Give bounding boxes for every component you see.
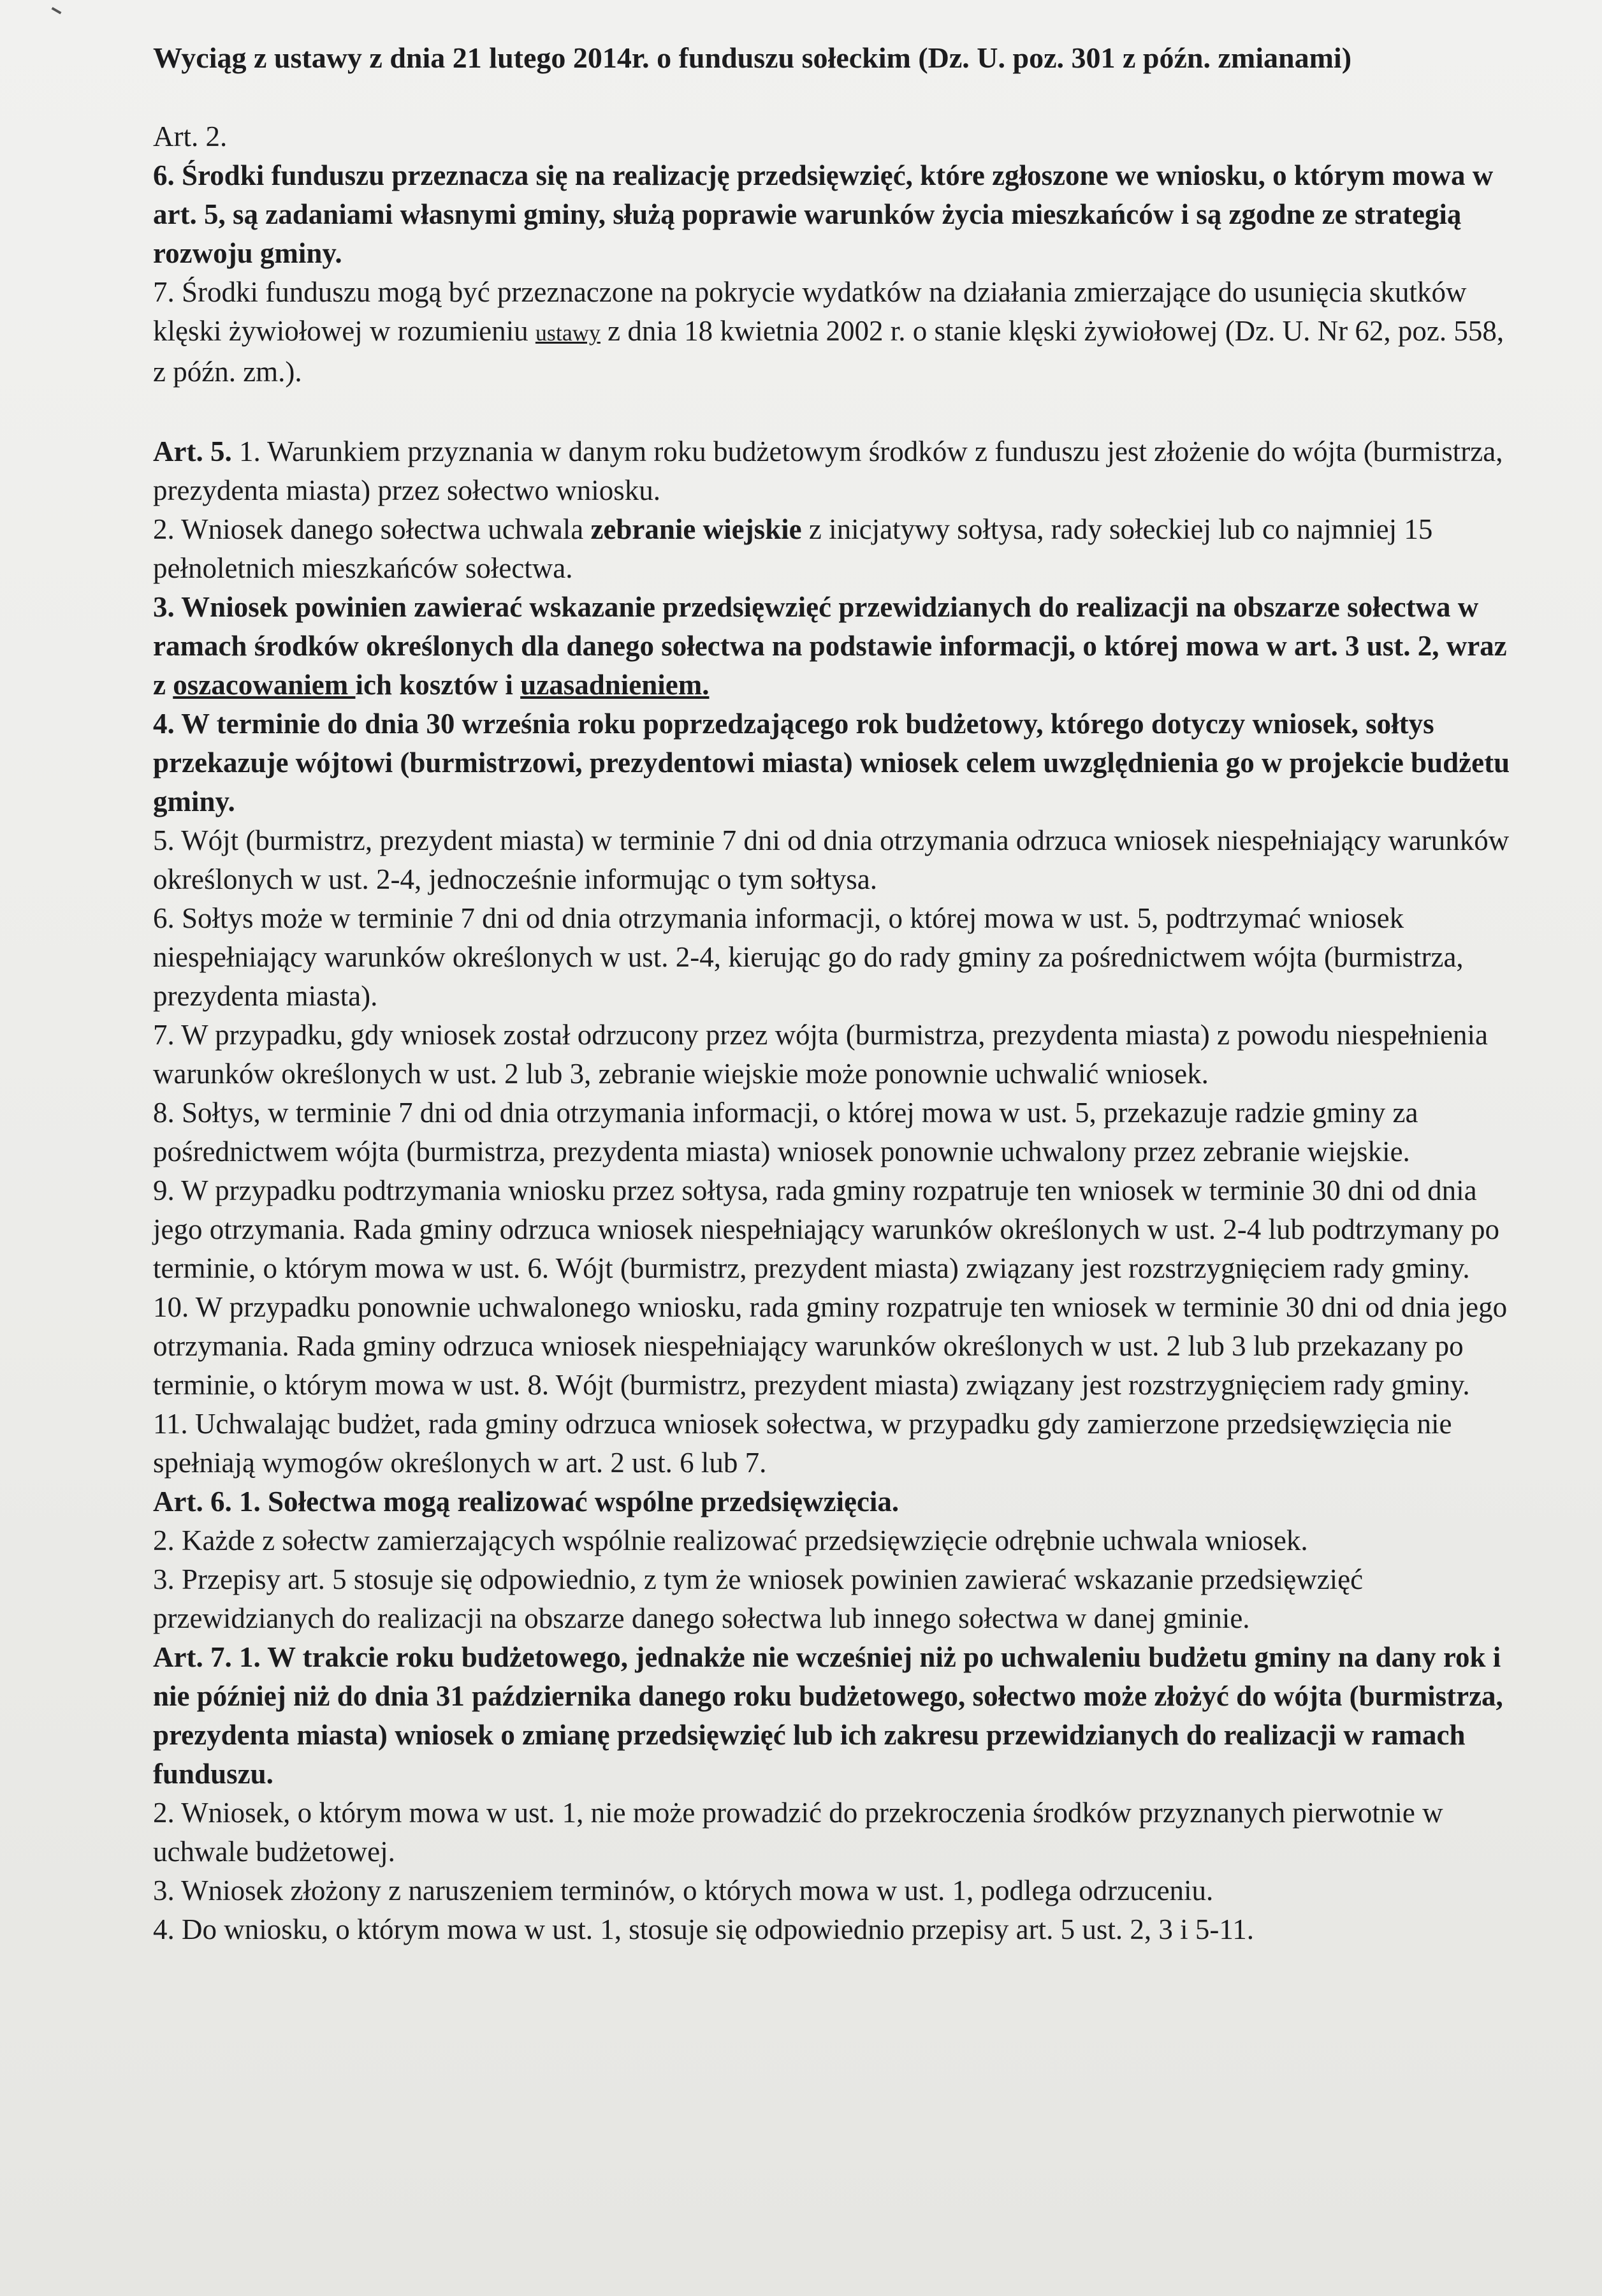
art7-para-4: 4. Do wniosku, o którym mowa w ust. 1, stosuje się odpowiednio przepisy art. 5 ust. 2, 3 i 5-11. [153, 1913, 1254, 1945]
art5-para-5: 5. Wójt (burmistrz, prezydent miasta) w terminie 7 dni od dnia otrzymania odrzuca wniosek niespełniający warunków określonych w ust. 2-4, jednocześnie informując o tym sołtysa. [153, 824, 1510, 895]
art5-heading: Art. 5. [153, 435, 232, 467]
art5-para-2-text-b: z inicjatywy sołtysa, rady sołeckiej lub co najmniej 15 pełnoletnich mieszkańców sołectwa. [153, 513, 1433, 584]
pen-mark [48, 7, 62, 20]
art5-para-3-text-a: 3. Wniosek powinien zawierać wskazanie przedsięwzięć przewidzianych do realizacji na obszarze sołectwa w ramach środków określonych dla danego sołectwa na podstawie informacji, o której mowa w art. 3 ust. 2, wraz z [153, 591, 1507, 701]
art5-para-2-bold: zebranie wiejskie [590, 513, 802, 545]
art6-para-1: Art. 6. 1. Sołectwa mogą realizować wspólne przedsięwzięcia. [153, 1486, 899, 1517]
art7-para-3: 3. Wniosek złożony z naruszeniem terminów, o których mowa w ust. 1, podlega odrzuceniu. [153, 1875, 1214, 1906]
art6-para-2: 2. Każde z sołectw zamierzających wspólnie realizować przedsięwzięcie odrębnie uchwala wniosek. [153, 1525, 1308, 1556]
art7-para-2: 2. Wniosek, o którym mowa w ust. 1, nie może prowadzić do przekroczenia środków przyznanych pierwotnie w uchwale budżetowej. [153, 1797, 1443, 1868]
art6-para-3: 3. Przepisy art. 5 stosuje się odpowiednio, z tym że wniosek powinien zawierać wskazanie przedsięwzięć przewidzianych do realizacji na obszarze danego sołectwa lub innego sołectwa w danej gminie. [153, 1563, 1364, 1634]
art5-para-3-text-b: ich kosztów i [355, 669, 521, 701]
document-body [153, 38, 1517, 1949]
art2-para-7 [153, 273, 1517, 391]
art5-para-11: 11. Uchwalając budżet, rada gminy odrzuca wniosek sołectwa, w przypadku gdy zamierzone przedsięwzięcia nie spełniają wymogów określonych w art. 2 ust. 6 lub 7. [153, 1408, 1452, 1479]
art5-para-9: 9. W przypadku podtrzymania wniosku przez sołtysa, rada gminy rozpatruje ten wniosek w terminie 30 dni od dnia jego otrzymania. Rada gminy odrzuca wniosek niespełniający warunków określonych w ust. 2-4 lub podtrzymany po terminie, o którym mowa w ust. 6. Wójt (burmistrz, prezydent miasta) związany jest rozstrzygnięciem rady gminy. [153, 1174, 1499, 1284]
ustawy-link[interactable]: ustawy [535, 320, 601, 346]
art5-para-1 [153, 432, 1517, 510]
art5-para-6: 6. Sołtys może w terminie 7 dni od dnia otrzymania informacji, o której mowa w ust. 5, podtrzymać wniosek niespełniający warunków określonych w ust. 2-4, kierując go do rady gminy za pośrednictwem wójta (burmistrza, prezydenta miasta). [153, 902, 1464, 1012]
art5-para-8: 8. Sołtys, w terminie 7 dni od dnia otrzymania informacji, o której mowa w ust. 5, przekazuje radzie gminy za pośrednictwem wójta (burmistrza, prezydenta miasta) wniosek ponownie uchwalony przez zebranie wiejskie. [153, 1097, 1418, 1167]
art5-para-3-underline-2: uzasadnieniem. [520, 669, 710, 701]
art5-para-2-text-a: 2. Wniosek danego sołectwa uchwala [153, 513, 591, 545]
art5-para-3 [153, 588, 1517, 705]
art5-para-4: 4. W terminie do dnia 30 września roku poprzedzającego rok budżetowy, którego dotyczy wniosek, sołtys przekazuje wójtowi (burmistrzowi, prezydentowi miasta) wniosek celem uwzględnienia go w projekcie budżetu gminy. [153, 708, 1510, 817]
art2-para-7-text-a: 7. Środki funduszu mogą być przeznaczone na pokrycie wydatków na działania zmierzające do usunięcia skutków klęski żywiołowej w rozumieniu [153, 276, 1467, 347]
art2-para-6: 6. Środki funduszu przeznacza się na realizację przedsięwzięć, które zgłoszone we wniosku, o którym mowa w art. 5, są zadaniami własnymi gminy, służą poprawie warunków życia mieszkańców i są zgodne ze strategią rozwoju gminy. [153, 159, 1494, 269]
art5-para-1-text: 1. Warunkiem przyznania w danym roku budżetowym środków z funduszu jest złożenie do wójta (burmistrza, prezydenta miasta) przez sołectwo wniosku. [153, 435, 1503, 506]
art2-para-7-text-b: z dnia 18 kwietnia 2002 r. o stanie klęski żywiołowej (Dz. U. Nr 62, poz. 558, z późn. zm.). [153, 315, 1504, 388]
art7-para-1: Art. 7. 1. W trakcie roku budżetowego, jednakże nie wcześniej niż po uchwaleniu budżetu gminy na dany rok i nie później niż do dnia 31 października danego roku budżetowego, sołectwo może złożyć do wójta (burmistrza, prezydenta miasta) wniosek o zmianę przedsięwzięć lub ich zakresu przewidzianych do realizacji w ramach funduszu. [153, 1641, 1503, 1790]
art5-para-3-underline-1: oszacowaniem [173, 669, 356, 701]
art5-para-7: 7. W przypadku, gdy wniosek został odrzucony przez wójta (burmistrza, prezydenta miasta) z powodu niespełnienia warunków określonych w ust. 2 lub 3, zebranie wiejskie może ponownie uchwalić wniosek. [153, 1019, 1488, 1090]
document-title: Wyciąg z ustawy z dnia 21 lutego 2014r. o funduszu sołeckim (Dz. U. poz. 301 z późn. zmianami) [153, 41, 1352, 74]
art5-para-10: 10. W przypadku ponownie uchwalonego wniosku, rada gminy rozpatruje ten wniosek w terminie 30 dni od dnia jego otrzymania. Rada gminy odrzuca wniosek niespełniający warunków określonych w ust. 2 lub 3 lub przekazany po terminie, o którym mowa w ust. 8. Wójt (burmistrz, prezydent miasta) związany jest rozstrzygnięciem rady gminy. [153, 1291, 1508, 1401]
art5-para-2 [153, 510, 1517, 588]
art2-heading: Art. 2. [153, 121, 228, 152]
